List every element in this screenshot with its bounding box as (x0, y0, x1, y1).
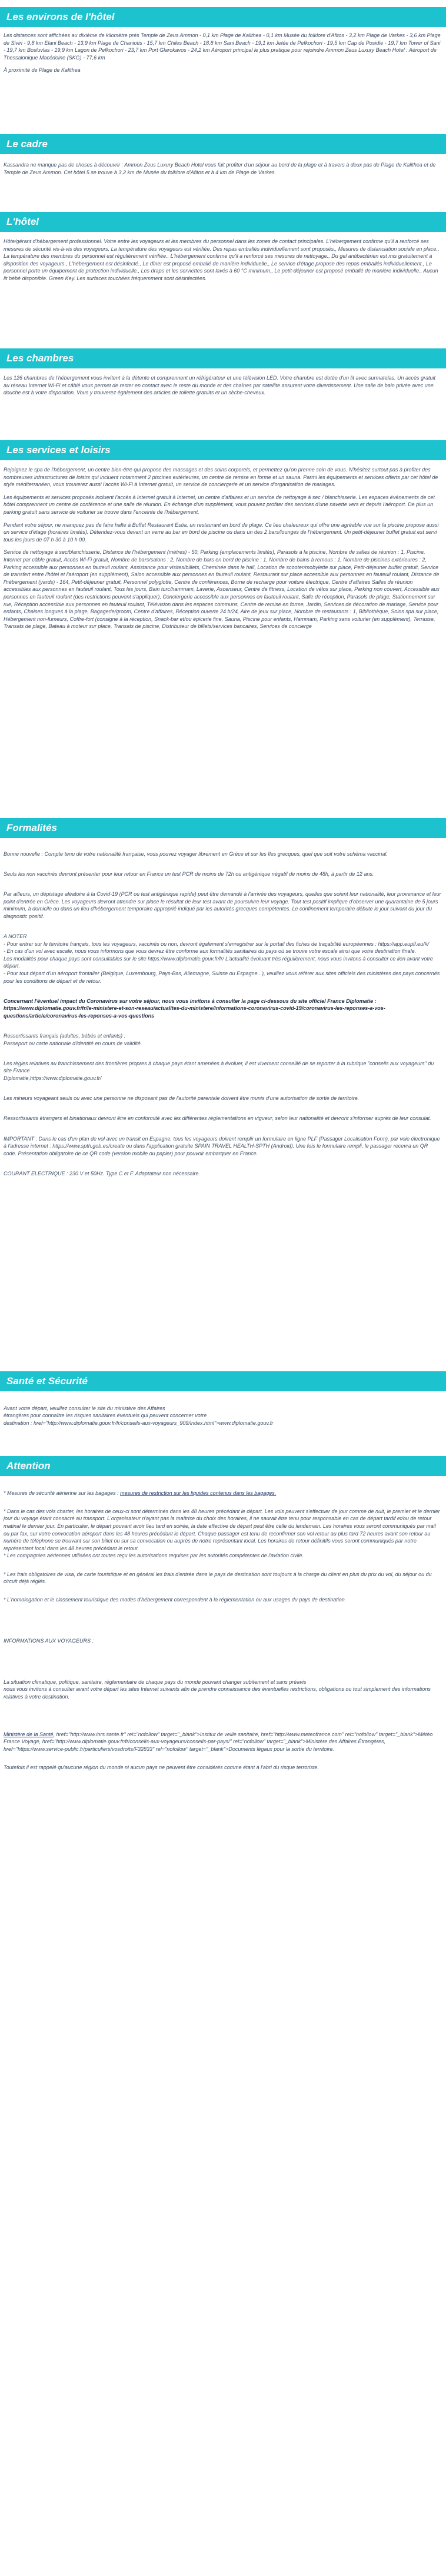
section-banner-sante (0, 1371, 446, 1391)
spacer (4, 1711, 441, 1720)
section-banner-chambres (0, 348, 446, 368)
section-title: Les services et loisirs (6, 444, 111, 456)
section-title: Le cadre (6, 138, 48, 149)
paragraph: Les 126 chambres de l'hébergement vous invitent à la détente et comprennent un réfrigérateur et une télévision LED. Votre chambre est dotée d'un lit avec surmatelas. Un accès gratuit au réseau Internet Wi-Fi et câblé vous permet de rester en contact avec le reste du monde et des chaînes par satellite assurent votre divertissement. Une salle de bain privée avec une douche est à votre disposition. Vous y trouverez également des articles de toilette gratuits et un sèche-cheveux. (4, 375, 436, 396)
covid-notice-text: Concernant l'éventuel impact du Coronavirus sur votre séjour, nous vous invitons à consulter la page ci-dessous du site officiel France Diplomatie : https://www.diplomatie.gouv.fr/fr/le-ministere-et-son-reseau/actualites-du-ministere/informations-coronavirus-covid-19/coronavirus-les-reponses-a-vos-questions/article/coronavirus-les-reponses-a-vos-questions (4, 998, 385, 1019)
paragraph: Kassandra ne manque pas de choses à découvrir : Ammon Zeus Luxury Beach Hotel vous fait profiter d'un séjour au bord de la plage et à travers à deux pas de Plage de Kalithea et de Temple de Zeus Ammon. Cet hôtel 5 se trouve à 3,2 km de Musée du folklore d'Afitos et à 4 km de Plage de Varkes. (4, 162, 436, 175)
ministere-sante-link[interactable]: Ministère de la Santé (4, 1731, 54, 1737)
section-banner-cadre (0, 134, 446, 154)
section-content-environs (4, 32, 441, 74)
section-content-services (4, 466, 441, 802)
section-banner-attention (0, 1456, 446, 1476)
paragraph: INFORMATIONS AUX VOYAGEURS : (4, 1638, 94, 1644)
paragraph: À proximité de Plage de Kalithea (4, 67, 81, 74)
section-title: Les environs de l'hôtel (6, 11, 115, 22)
paragraph: Avant votre départ, veuillez consulter le site du ministère des Affaires étrangères pour connaître les risques sanitaires éventuels qui peuvent concerner votre destination : href="http://www.diplomatie.gouv.fr/fr/conseils-aux-voyageurs_909/index.html">www.diplomatie.gouv.fr (4, 1405, 274, 1426)
paragraph-links (4, 1731, 441, 1753)
paragraph: Les mineurs voyageant seuls ou avec une personne ne disposant pas de l'autorité parentale doivent être munis d'une autorisation de sortie de territoire. (4, 1095, 360, 1102)
paragraph: Pendant votre séjour, ne manquez pas de faire halte à Buffet Restaurant Estia, un restaurant en bord de plage. Ce lieu chaleureux qui offre une agréable vue sur la piscine propose aussi un service d'étage (horaires limités). Détendez-vous devant un verre au bar en bord de piscine ou dans un des 2 bars/lounges de l'hébergement. Un petit-déjeuner buffet gratuit est servi tous les jours de 07 h 30 à 10 h 00. (4, 521, 439, 543)
paragraph: Les règles relatives au franchissement des frontières propres à chaque pays étant amenées à évoluer, il est vivement conseillé de se reporter à la rubrique "conseils aux voyageurs" du site France Diplomatie,https://www.diplomatie.gouv.fr/ (4, 1060, 434, 1082)
paragraph: * Dans le cas des vols charter, les horaires de ceux-ci sont déterminés dans les 48 heures précédant le départ. Les vols peuvent s'effectuer de jour comme de nuit, le premier et le dernier jour du voyage étant consacré au transport. L'organisateur n'ayant pas la maîtrise du choix des horaires, il ne saurait être tenu pour responsable en cas de départ tardif et/ou de retour matinal le dernier jour. En particulier, le départ pouvant avoir lieu tard en soirée, la date effective de départ peut être celle du lendemain. Les horaires vous seront communiqués par mail ou par fax, sur votre convocation aéroport dans les 48 heures précédant le départ. Chaque passager est tenu de reconfirmer son vol retour au plus tard 72 heures avant son retour au numéro de téléphone se trouvant sur son billet ou sur sa convocation ou auprès de notre représentant local. Les horaires de retour définitifs vous seront communiqués par notre représentant local dans les 48 heures précédant le retour. * Les compagnies aériennes utilisées ont toutes reçu les autorisations requises par les autorités compétentes de l'aviation civile. (4, 1508, 440, 1559)
section-banner-formalites (0, 818, 446, 838)
section-banner-services (0, 440, 446, 460)
paragraph: La situation climatique, politique, sanitaire, réglementaire de chaque pays du monde pouvant changer subitement et sans préavis nous vous invitons à consulter avant votre départ les sites Internet suivants afin de prendre connaissance des éventuelles restrictions, obligations ou tout simplement des informations relatives à votre destination. (4, 1678, 431, 1700)
paragraph: COURANT ELECTRIQUE : 230 V et 50Hz. Type C et F. Adaptateur non nécessaire. (4, 1170, 200, 1176)
section-content-sante (4, 1397, 441, 1427)
paragraph: Hôte/gérant d'hébergement professionnel. Votre entre les voyageurs et les membres du personnel dans les zones de contact principales. L'hébergement confirme qu'il a renforcé ses mesures de sécurité vis-à-vis des voyageurs. La température des voyageurs est vérifiée. Des repas emballés individuellement sont proposés., Mesures de distanciation sociale en place., La température des membres du personnel est régulièrement vérifiée., L'hébergement confirme qu'il a renforcé ses mesures de nettoyage., Du gel antibactérien est mis gratuitement à disposition des voyageurs., L'hébergement est désinfecté., Le dîner est proposé emballé de manière individuelle., Le service d'étage propose des repas emballés individuellement., Le personnel porte un équipement de protection individuelle., Les draps et les serviettes sont lavés à 60 °C minimum., Le petit-déjeuner est proposé emballé de manière individuelle., Aucun lit bébé disponible. Green Key. Les surfaces touchées fréquemment sont désinfectées. (4, 238, 440, 281)
section-content-cadre (4, 161, 441, 185)
paragraph: Ressortissants français (adultes, bébés et enfants) : Passeport ou carte nationale d'identité en cours de validité. (4, 1033, 142, 1046)
section-title: Formalités (6, 822, 57, 833)
section-content-attention (4, 1482, 441, 1870)
section-title: Santé et Sécurité (6, 1375, 88, 1387)
links-rest: , href="http://www.inrs.sante.fr" rel="nofollow" target="_blank">Institut de veille sanitaire, href="http://www.meteofrance.com" rel="nofollow" target="_blank">Météo France Voyage, href="http://www.diplomatie.gouv.fr/fr/conseils-aux-voyageurs/conseils-par-pays/" rel="nofollow" target="_blank">Ministère des Affaires Étrangères, href="https://www.service-public.fr/particuliers/vosdroits/F32833" rel="nofollow" target="_blank">Documents légaux pour la sortie du territoire. (4, 1731, 433, 1753)
section-banner-hotel (0, 212, 446, 232)
paragraph: Par ailleurs, un dépistage aléatoire à la Covid-19 (PCR ou test antigénique rapide) peut être demandé à l'arrivée des voyageurs, quelles que soient leur nationalité, leur provenance et leur point d'entrée en Grèce. Les voyageurs devront attendre sur place le résultat de leur test avant de poursuivre leur voyage. Tout test positif implique d'observer une quarantaine de 5 jours minimum, à domicile ou dans un lieu d'hébergement temporaire approprié indiqué par les autorités grecques compétentes. Le confinement temporaire débute le jour suivant du jour du diagnostic positif. (4, 890, 441, 919)
section-content-hotel (4, 238, 441, 291)
section-title: L'hôtel (6, 216, 39, 227)
spacer (4, 1656, 441, 1667)
paragraph: Les distances sont affichées au dixième de kilomètre près Temple de Zeus Ammon - 0,1 km Plage de Kalithea - 0,1 km Musée du folklore d'Afitos - 3,2 km Plage de Varkes - 3,6 km Plage de Siviri - 9,8 km Elani Beach - 13,9 km Plage de Chaniotis - 15,7 km Chiles Beach - 18,8 km Sani Beach - 19,1 km Jetée de Pefkochori - 19,5 km Cap de Posidie - 19,7 km Tower of Sani - 19,7 km Bosluvlas - 19,9 km Lagon de Pefkochori - 23,7 km Port Glarokavos - 24,2 km Aéroport principal le plus pratique pour rejoindre Ammon Zeus Luxury Beach Hotel : Aéroport de Thessalonique Macédoine (SKG) - 77,6 km (4, 32, 441, 61)
spacer (4, 1615, 441, 1627)
section-title: Les chambres (6, 353, 74, 364)
section-title: Attention (6, 1460, 51, 1471)
paragraph-footer: Toutefois il est rappelé qu'aucune région du monde ni aucun pays ne peuvent être considérés comme étant à l'abri du risque terroriste. (4, 1764, 319, 1771)
paragraph: Les équipements et services proposés incluent l'accès à Internet gratuit à Internet, un centre d'affaires et un service de nettoyage à sec / blanchisserie. Les espaces événements de cet hôtel comprennent un centre de conférence et une salle de réunion. En échange d'un supplément, vous pouvez profiter des services d'une navette vers et depuis l'aéroport. De plus un parking gratuit sans service de voiturier se trouve dans l'enceinte de l'hébergement. (4, 494, 435, 515)
paragraph: Rejoignez le spa de l'hébergement, un centre bien-être qui propose des massages et des soins corporels, et permettez qu'on prenne soin de vous. N'hésitez surtout pas à profiter des nombreuses infrastructures de loisirs qui incluent notamment 2 piscines extérieures, un centre de remise en forme et un sauna. Parmi les équipements et services offerts par cet hôtel de style méditerranéen, vous trouverez aussi l'accès Wi-Fi à Internet gratuit, un service de conciergerie et un service d'organisation de mariages. (4, 467, 438, 488)
bagages-lead: * Mesures de sécurité aérienne sur les bagages : (4, 1490, 121, 1496)
paragraph-covid-notice (4, 998, 441, 1020)
paragraph: * Les frais obligatoires de visa, de carte touristique et en général les frais d'entrée dans le pays de destination sont toujours à la charge du client en plus du prix du vol, du séjour ou du circuit déjà réglés. (4, 1571, 432, 1585)
paragraph: Ressortissants étrangers et binationaux devront être en conformité avec les différentes réglementations en vigueur, selon leur nationalité et devront s'informer auprès de leur consulat. (4, 1115, 431, 1122)
paragraph-bagages (4, 1490, 441, 1497)
paragraph: Service de nettoyage à sec/blanchisserie, Distance de l'hébergement (mètres) - 50, Parking (emplacements limités), Parasols à la piscine, Nombre de salles de réunion : 1, Piscine, Internet par câble gratuit, Accès Wi-Fi gratuit, Nombre de bars/salons : 2, Nombre de bars en bord de piscine : 1, Nombre de bains à remous : 1, Nombre de piscines extérieures : 2, Parking accessible aux personnes en fauteuil roulant, Assistance pour visites/billets, Cheminée dans le hall, Location de scooter/mobylette sur place, Petit-déjeuner buffet gratuit, Service de transfert entre l'hôtel et l'aéroport (en supplément), Salon accessible aux personnes en fauteuil roulant, Restaurant sur place accessible aux personnes en fauteuil roulant, Distance de l'hébergement (yards) - 164, Petit-déjeuner gratuit, Personnel polyglotte, Centre de conférences, Borne de recharge pour voiture électrique, Centre d'affaires Salles de réunion accessibles aux personnes en fauteuil roulant, Tous les jours, Bain turc/hammam, Laverie, Ascenseur, Centre de fitness, Location de vélos sur place, Parking non couvert, Accessible aux personnes en fauteuil roulant (des restrictions peuvent s'appliquer), Conciergerie accessible aux personnes en fauteuil roulant, Salle de réception, Parasols de plage, Stationnement sur rue, Réception accessible aux personnes en fauteuil roulant, Télévision dans les espaces communs, Centre de remise en forme, Jardin, Services de décoration de mariage, Service pour enfants, Chaises longues à la plage, Bagagerie/groom, Centre d'affaires, Réception ouverte 24 h/24, Aire de jeux sur place, Nombre de restaurants : 1, Bibliothèque, Soins spa sur place, Hébergement non-fumeurs, Coffre-fort (consigne à la réception, Snack-bar et/ou épicerie fine, Sauna, Piscine pour enfants, Hammam, Parking sans voiturier (en supplément), Terrasse, Transats de plage, Bateau à moteur sur place, Transats de piscine, Distributeur de billets/services bancaires, Services de concierge (4, 549, 440, 630)
paragraph: * L'homologation et le classement touristique des modes d'hébergement correspondent à la réglementation ou aux usages du pays de destination. (4, 1597, 347, 1603)
paragraph: IMPORTANT : Dans le cas d'un plan de vol avec un transit en Espagne, tous les voyageurs doivent remplir un formulaire en ligne PLF (Passager Localisation Form), par voie électronique à l'adresse internet : https://www.spth.gob.es/create ou dans l'application gratuite SPAIN TRAVEL HEALTH-SPTH (Android). Une fois le formulaire rempli, le passager recevra un QR code. Présentation obligatoire de ce QR code (version mobile ou papier) pour pouvoir embarquer en France. (4, 1135, 440, 1156)
paragraph: Seuls les non vaccinés devront présenter pour leur retour en France un test PCR de moins de 72h ou antigénique négatif de moins de 48h, à partir de 12 ans. (4, 870, 374, 877)
section-content-formalites (4, 843, 441, 1343)
paragraph: Bonne nouvelle : Compte tenu de votre nationalité française, vous pouvez voyager librement en Grèce et sur les îles grecques, quel que soit votre schéma vaccinal. (4, 850, 388, 857)
paragraph: A NOTER - Pour entrer sur le territoire français, tous les voyageurs, vaccinés ou non, devront également s'enregistrer sur le portail des fiches de traçabilité européennes : https://app.euplf.eu/#/ - En cas d'un vol avec escale, nous vous informons que vous devrez être conforme aux formalités sanitaires du pays où se trouve votre escale ainsi que votre destination finale. Les modalités pour chaque pays sont consultables sur le site https://www.diplomatie.gouv.fr/fr/ L'actualité évoluant très régulièrement, nous vous invitons à consulter ce lien avant votre départ. - Pour tout départ d'un aéroport frontalier (Belgique, Luxembourg, Pays-Bas, Allemagne, Suisse ou Espagne...), veuillez vous référer aux sites officiels des ministères des pays concernés pour les conditions de départ et de retour. (4, 933, 440, 984)
liquides-restriction-link[interactable]: mesures de restriction sur les liquides contenus dans les bagages. (120, 1490, 277, 1496)
section-banner-environs (0, 7, 446, 27)
section-content-chambres (4, 374, 441, 404)
